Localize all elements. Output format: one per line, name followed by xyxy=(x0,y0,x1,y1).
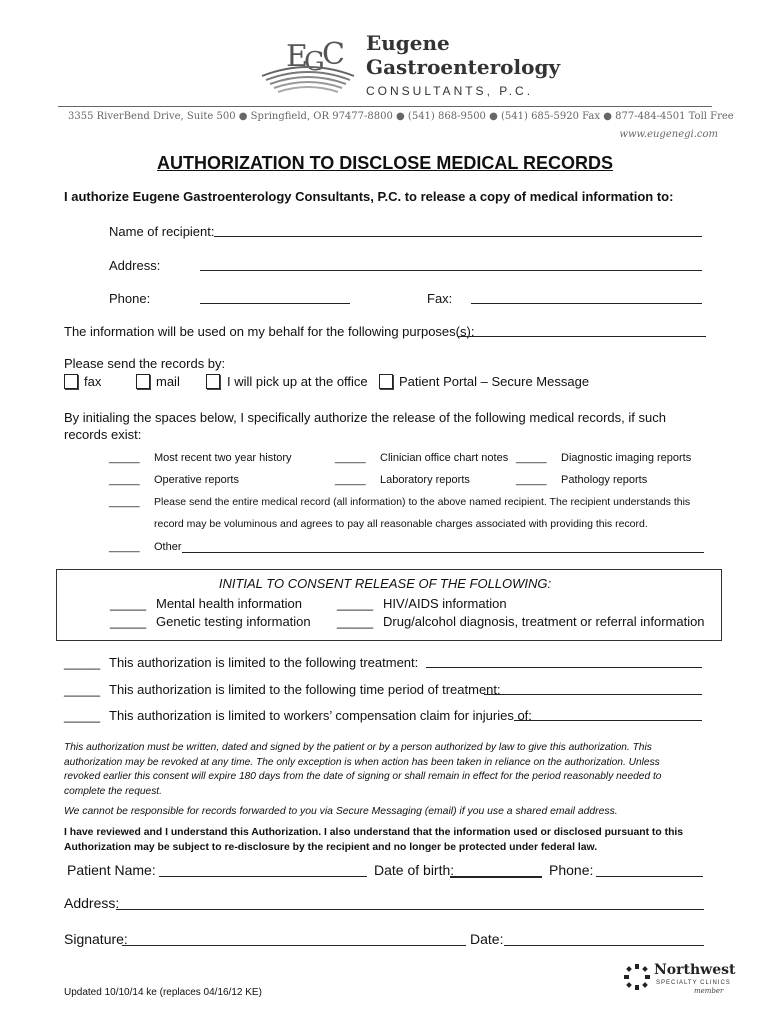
page-title: AUTHORIZATION TO DISCLOSE MEDICAL RECORDS xyxy=(156,153,613,173)
company-name-line2: Gastroenterology xyxy=(366,55,561,79)
disclaimer xyxy=(64,741,661,799)
record-option: Pathology reports xyxy=(561,474,648,486)
signature-label: Signature: xyxy=(64,931,128,947)
northwest-mark-icon xyxy=(624,964,650,990)
consent-item: HIV/AIDS information xyxy=(383,596,507,611)
website[interactable]: www.eugenegi.com xyxy=(619,129,718,140)
northwest-subtitle: SPECIALTY CLINICS xyxy=(656,980,731,986)
portal-option-label: Patient Portal – Secure Message xyxy=(399,374,590,389)
limit-treatment-label: This authorization is limited to the following treatment: xyxy=(109,655,419,670)
patient-phone-label: Phone: xyxy=(549,862,594,878)
fax-checkbox[interactable] xyxy=(64,374,78,389)
secure-message-note: We cannot be responsible for records forwarded to you via Secure Messaging (email) if you use a shared email address. xyxy=(64,806,618,817)
dob-field[interactable] xyxy=(450,876,542,878)
send-records-label: Please send the records by: xyxy=(64,356,226,371)
address-line: 3355 RiverBend Drive, Suite 500 ● Springfield, OR 97477-8800 ● (541) 868-9500 ● (541) 685-5920 Fax ● 877-484-4501 Toll Free xyxy=(68,111,734,122)
patient-address-field[interactable] xyxy=(116,909,704,910)
purpose-label: The information will be used on my behalf for the following purposes(s): xyxy=(64,324,475,339)
initial-blank[interactable]: _____ xyxy=(337,614,374,629)
initial-blank[interactable]: _____ xyxy=(516,474,547,486)
intro-text: I authorize Eugene Gastroenterology Consultants, P.C. to release a copy of medical information to: xyxy=(64,189,674,204)
company-name-line3: CONSULTANTS, P.C. xyxy=(366,84,534,98)
mail-checkbox[interactable] xyxy=(136,374,150,389)
initial-blank[interactable]: _____ xyxy=(109,474,140,486)
header-rule xyxy=(58,106,712,107)
limit-period-field[interactable] xyxy=(484,694,702,695)
limit-treatment-field[interactable] xyxy=(426,667,702,668)
consent-item: Genetic testing information xyxy=(156,614,311,629)
pickup-checkbox[interactable] xyxy=(206,374,220,389)
northwest-logo xyxy=(624,962,736,998)
initial-blank[interactable]: _____ xyxy=(110,614,147,629)
disclaimer-line: complete the request. xyxy=(64,785,162,797)
initial-blank[interactable]: _____ xyxy=(516,452,547,464)
acknowledgement xyxy=(64,826,683,855)
record-option: Most recent two year history xyxy=(154,452,292,464)
initial-blank[interactable]: _____ xyxy=(110,596,147,611)
acknowledgement-line: I have reviewed and I understand this Authorization. I also understand that the information used or disclosed pursuant to this xyxy=(64,827,684,838)
initial-blank[interactable]: _____ xyxy=(109,452,140,464)
disclaimer-line: revoked earlier this consent will expire 180 days from the date of signing or shall remain in effect for the period reasonably needed to xyxy=(64,771,662,782)
company-logo xyxy=(258,30,358,98)
purpose-field[interactable] xyxy=(458,336,706,337)
initial-blank[interactable]: _____ xyxy=(64,708,101,723)
initial-blank[interactable]: _____ xyxy=(337,596,374,611)
patient-name-label: Patient Name: xyxy=(67,862,156,878)
record-option: Operative reports xyxy=(154,474,239,486)
patient-phone-field[interactable] xyxy=(596,876,703,877)
pickup-option-label: I will pick up at the office xyxy=(227,374,368,389)
svg-text:G: G xyxy=(304,47,325,77)
recipient-address-label: Address: xyxy=(109,258,161,273)
limit-workers-comp-label: This authorization is limited to workers’ compensation claim for injuries of: xyxy=(109,708,532,723)
fax-option-label: fax xyxy=(84,374,102,389)
record-option: Laboratory reports xyxy=(380,474,470,486)
limit-period-label: This authorization is limited to the following time period of treatment: xyxy=(109,682,501,697)
dob-label: Date of birth: xyxy=(374,862,455,878)
recipient-phone-field[interactable] xyxy=(200,303,350,304)
date-field[interactable] xyxy=(504,945,704,946)
northwest-name: Northwest xyxy=(654,962,736,978)
recipient-name-label: Name of recipient: xyxy=(109,224,215,239)
entire-record-text: Please send the entire medical record (all information) to the above named recipient. The recipient understands this xyxy=(154,496,691,508)
recipient-address-field[interactable] xyxy=(200,270,702,271)
patient-address-label: Address: xyxy=(64,895,120,911)
portal-checkbox[interactable] xyxy=(379,374,393,389)
recipient-fax-field[interactable] xyxy=(471,303,702,304)
consent-item: Mental health information xyxy=(156,596,302,611)
other-label: Other xyxy=(154,541,182,553)
recipient-name-field[interactable] xyxy=(214,236,702,237)
recipient-phone-label: Phone: xyxy=(109,291,151,306)
logo-letters: E xyxy=(286,39,308,74)
record-option: Diagnostic imaging reports xyxy=(561,452,692,464)
company-name-line1: Eugene xyxy=(366,31,450,55)
disclaimer-line: authorization may be revoked at any time. The only exception is when action has been taken in reliance on the authorization. Unless xyxy=(64,756,660,768)
svg-text:C: C xyxy=(322,37,345,72)
initial-blank[interactable]: _____ xyxy=(335,452,366,464)
other-field[interactable] xyxy=(182,552,704,553)
entire-record-text: record may be voluminous and agrees to pay all reasonable charges associated with providing this record. xyxy=(154,518,648,530)
record-option: Clinician office chart notes xyxy=(380,452,509,464)
initial-blank[interactable]: _____ xyxy=(64,682,101,697)
initial-blank[interactable]: _____ xyxy=(109,496,140,508)
date-label: Date: xyxy=(470,931,504,947)
acknowledgement-line: Authorization may be subject to re-disclosure by the recipient and no longer be protected under federal law. xyxy=(64,841,598,853)
initial-blank[interactable]: _____ xyxy=(335,474,366,486)
patient-name-field[interactable] xyxy=(159,876,367,877)
mail-option-label: mail xyxy=(156,374,180,389)
signature-field[interactable] xyxy=(122,945,466,946)
recipient-fax-label: Fax: xyxy=(427,291,453,306)
disclaimer-line: This authorization must be written, dated and signed by the patient or by a person authorized by law to give this authorization. This xyxy=(64,742,652,753)
consent-item: Drug/alcohol diagnosis, treatment or referral information xyxy=(383,614,705,629)
consent-heading: INITIAL TO CONSENT RELEASE OF THE FOLLOWING: xyxy=(218,576,552,591)
updated-note: Updated 10/10/14 ke (replaces 04/16/12 KE) xyxy=(64,987,262,998)
initial-blank[interactable]: _____ xyxy=(109,541,140,553)
northwest-member: member xyxy=(694,987,724,995)
initial-blank[interactable]: _____ xyxy=(64,655,101,670)
initial-intro: By initialing the spaces below, I specifically authorize the release of the following medical records, if such records exist: xyxy=(64,410,666,442)
limit-workers-comp-field[interactable] xyxy=(514,720,702,721)
